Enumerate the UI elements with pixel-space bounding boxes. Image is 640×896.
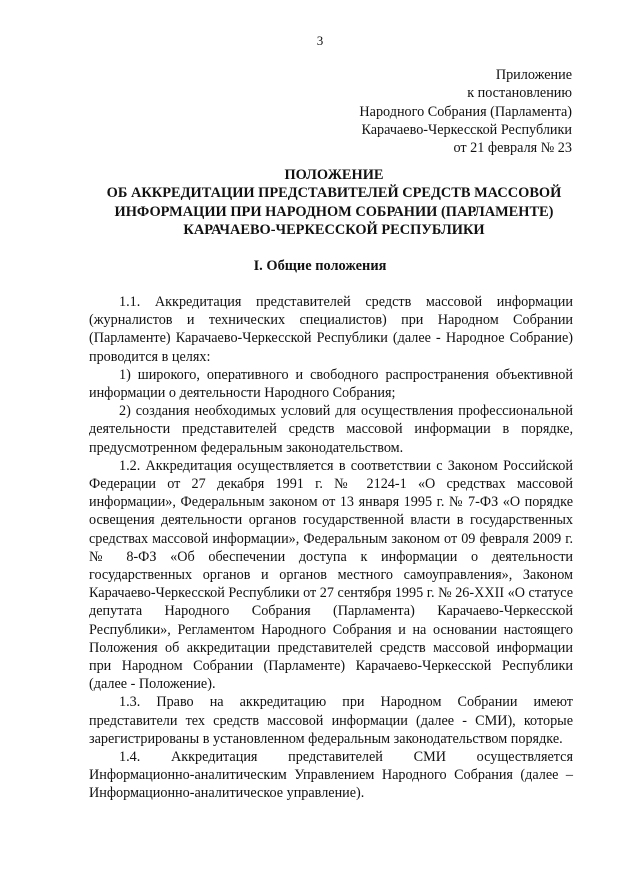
body-text — [89, 293, 573, 803]
paragraph: 1.4. Аккредитация представителей СМИ осуществляется Информационно-аналитическим Управлением Народного Собрания (далее – Информационно-аналитическое управление). — [89, 749, 573, 802]
annex-line: к постановлению — [467, 85, 572, 102]
paragraph: 1.1. Аккредитация представителей средств массовой информации (журналистов и технических специалистов) при Народном Собрании (Парламенте) Карачаево-Черкесской Республики (далее - Народное Собрание) проводится в целях: — [89, 294, 573, 365]
paragraph: 1.3. Право на аккредитацию при Народном Собрании имеют представители тех средств массовой информации (далее - СМИ), которые зарегистрированы в установленном федеральным законодательством порядке. — [89, 694, 573, 747]
title-line: ПОЛОЖЕНИЕ — [284, 167, 384, 183]
annex-line: Народного Собрания (Парламента) — [359, 103, 572, 120]
paragraph: 1.2. Аккредитация осуществляется в соответствии с Законом Российской Федерации от 27 декабря 1991 г. № 2124-1 «О средствах массовой информации», Федеральным законом от 13 января 1995 г. № 7-ФЗ «О порядке освещения деятельности органов государственной власти в государственных средствах массовой информации», Федеральным законом от 09 февраля 2009 г. № 8-ФЗ «Об обеспечении доступа к информации о деятельности государственных органов и органов местного самоуправления», Законом Карачаево-Черкесской Республики от 27 сентября 1995 г. № 26-XXII «О статусе депутата Народного Собрания (Парламента) Карачаево-Черкесской Республики», Регламентом Народного Собрания и на основании настоящего Положения об аккредитации представителей средств массовой информации при Народном Собрании (Парламенте) Карачаево-Черкесской Республики (далее - Положение). — [89, 457, 573, 693]
annex-line: Карачаево-Черкесской Республики — [361, 121, 572, 138]
paragraph: 2) создания необходимых условий для осуществления профессиональной деятельности представителей средств массовой информации в порядке, предусмотренном федеральным законодательством. — [89, 403, 573, 456]
paragraph: 1) широкого, оперативного и свободного распространения объективной информации о деятельности Народного Собрания; — [89, 366, 573, 402]
annex-block — [359, 66, 572, 157]
title-line: ИНФОРМАЦИИ ПРИ НАРОДНОМ СОБРАНИИ (ПАРЛАМЕНТЕ) — [114, 203, 554, 220]
title-line: ОБ АККРЕДИТАЦИИ ПРЕДСТАВИТЕЛЕЙ СРЕДСТВ МАССОВОЙ — [106, 185, 562, 202]
section-title: I. Общие положения — [253, 258, 387, 274]
annex-line: от 21 февраля № 23 — [453, 140, 572, 157]
document-title — [84, 166, 584, 239]
page-number: 3 — [316, 33, 324, 48]
title-line: КАРАЧАЕВО-ЧЕРКЕССКОЙ РЕСПУБЛИКИ — [183, 221, 485, 238]
annex-line: Приложение — [495, 67, 572, 83]
